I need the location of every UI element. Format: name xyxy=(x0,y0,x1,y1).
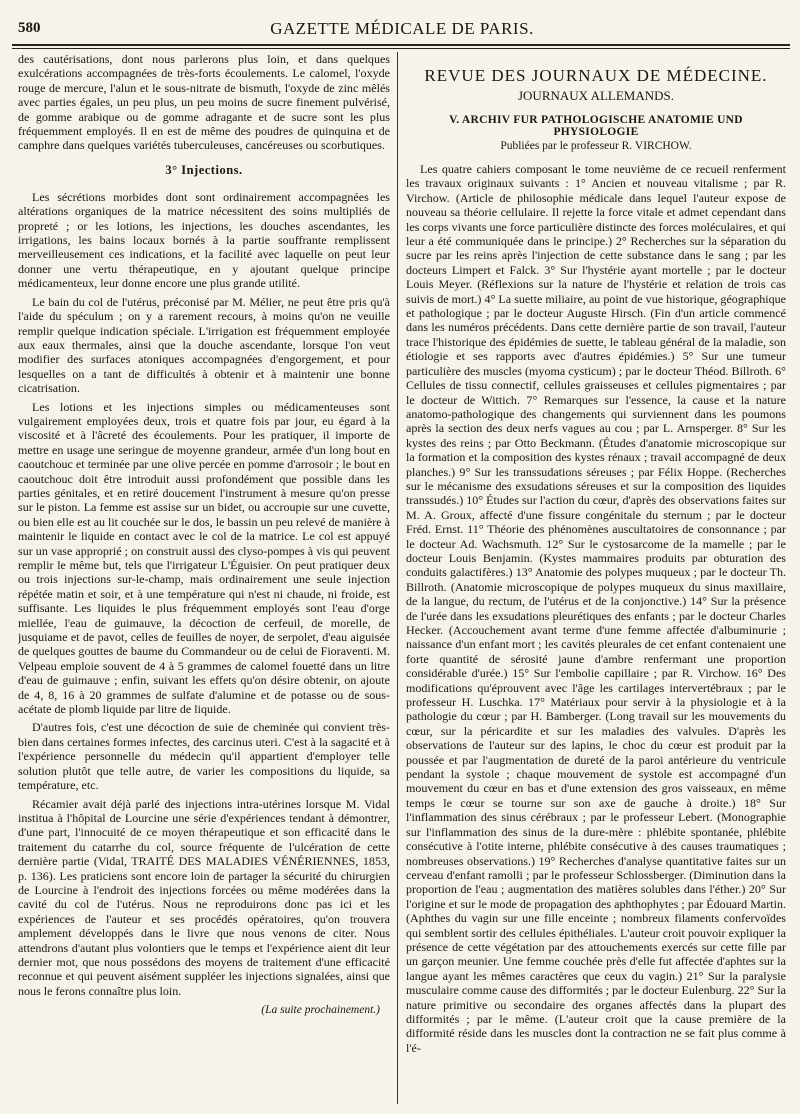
section-subtitle: JOURNAUX ALLEMANDS. xyxy=(517,88,674,103)
header-rule xyxy=(12,44,790,46)
column-divider xyxy=(397,52,398,1104)
paragraph: D'autres fois, c'est une décoction de suie de cheminée qui convient très-bien dans certaines formes infectes, des carcinus uteri. C'est à la sagacité et à l'expérience personnelle du médecin qu'il appartient d'employer telle solution plutôt que telle autre, de varier les compositions du liquide, sa température, etc. xyxy=(18,720,390,793)
section-title: REVUE DES JOURNAUX DE MÉDECINE. xyxy=(424,66,768,85)
paragraph: Les lotions et les injections simples ou médicamenteuses sont vulgairement employées deux, trois et quatre fois par jour, eu égard à la viscosité et à l'âcreté des écoulements. Pour les pratiquer, il importe de mettre en usage une seringue de moyenne grandeur, armée d'un long bout en caoutchouc et terminée par une olive percée en pomme d'arrosoir ; le bout en caoutchouc doit être introduit aussi profondément que possible dans les parties génitales, et en retiré doucement l'instrument à mesure qu'on presse sur le piston. La femme est assise sur un bidet, ou accroupie sur une cuvette, ou bien elle est au lit couchée sur le dos, le bassin un peu relevé de manière à maintenir le liquide en contact avec le col de la matrice. Le col est appuyé sur un vase approprié ; on construit aussi des clyso-pompes à vis qui peuvent remplir le même but, tels que l'irrigateur L'Éguisier. On peut pratiquer deux ou trois injections sur-le-champ, mais ordinairement une seule injection répétée matin et soir, et à une température qui n'est ni chaude, ni froide, est suffisante. Les liquides le plus fréquemment employés sont l'eau d'orge miellée, l'eau de guimauve, la décoction de cerfeuil, de morelle, de jusquiame et de pavot, celles de feuilles de noyer, de serpolet, d'eau aiguisée de quelques gouttes de baume du Commandeur ou de celui de Fioraventi. M. Velpeau emploie souvent de 4 à 5 grammes de calomel fouetté dans un litre d'eau de guimauve ; enfin, suivant les effets qu'on désire obtenir, on ajoute de 4, 8, 16 à 20 grammes de sulfate d'alumine et de potasse ou de sous-acétate de plomb liquide par litre de liquide. xyxy=(18,399,390,717)
paragraph: Les sécrétions morbides dont sont ordinairement accompagnées les altérations organiques de la matrice nécessitent des soins multipliés de propreté ; or les lotions, les injections, les douches ascendantes, les irrigations, les bains locaux bornés à la partie souffrante remplissent merveilleusement ces indications, et la facilité avec laquelle on peut leur donner une vertu thérapeutique, en y ajoutant quelque principe médicamenteux, leur donne encore une plus grande utilité. xyxy=(18,189,390,291)
review-body: Les quatre cahiers composant le tome neuvième de ce recueil renferment les travaux originaux suivants : 1° Ancien et nouveau vitalisme ; par R. Virchow. (Article de philosophie médicale dans lequel l'auteur expose de nouveau sa théorie cellulaire. Il rejette la force vitale et admet cependant dans les corps vivants une force particulière distincte des forces moléculaires, et qui leur a été communiquée dans le principe.) 2° Recherches sur la séparation du sucre par les reins après l'injection de cette substance dans le sang ; par les docteurs Limpert et Falck. 3° Sur l'hystérie ayant mortelle ; par le docteur Louis Meyer. (Réflexions sur la nature de l'hystérie et relation de trois cas suivis de mort.) 4° La suette miliaire, au point de vue historique, géographique et pathologique ; par le docteur Auguste Hirsch. (Fin d'un article commencé dans les numéros précédents. Dans cette dernière partie de son travail, l'auteur trace l'historique des épidémies de suette, le tableau général de la maladie, son étiologie et ses rapports avec d'autres épidémies.) 5° Sur une tumeur particulière des muscles (myoma cysticum) ; par le docteur Théod. Billroth. 6° Cellules de tissu connectif, cellules graisseuses et cellules pigmentaires ; par le docteur de Wittich. 7° Remarques sur l'essence, la cause et la nature anatomo-pathologique des changements qui surviennent dans les poumons après la section des deux nerfs vagues au cou ; par L. Arnsperger. 8° Sur les kystes des reins ; par Otto Beckmann. (Études d'anatomie microscopique sur la formation et la composition des kystes rénaux ; travail accompagné de deux planches.) 9° Sur les transsudations séreuses ; par Félix Hoppe. (Recherches sur le mécanisme des exsudations séreuses et sur la composition des liquides transsudés.) 10° Études sur l'action du cœur, d'après des observations faites sur M. A. Groux, affecté d'une fissure congénitale du sternum ; par le docteur Fréd. Ernst. 11° Théorie des phénomènes auscultatoires de consonnance ; par le docteur Ad. Wachsmuth. 12° Sur le cystosarcome de la mamelle ; par le docteur Louis Benjamin. (Kystes mammaires produits par obturation des conduits galactifères.) 13° Anatomie des polypes muqueux ; par le docteur Th. Billroth. (Anatomie microscopique de polypes muqueux du sinus maxillaire, de la langue, du rectum, de l'utérus et de la conjonctive.) 14° Sur la présence de l'urée dans les exsudations pleurétiques des enfants ; par le docteur Charles Hecker. (Accouchement avant terme d'une femme affectée d'albuminurie ; naissance d'un enfant mort ; les cavités pleurales de cet enfant contenaient une forte quantité de sérosité jaune d'ambre renfermant une proportion considérable d'urée.) 15° Sur l'embolie capillaire ; par R. Virchow. 16° Des modifications qu'éprouvent avec l'âge les cartilages intervertébraux ; par le professeur H. Luschka. 17° Matériaux pour servir à la physiologie et à la pathologie du cœur ; par H. Bamberger. (Long travail sur les mouvements du cœur, sur la péricardite et sur les maladies des valvules. D'après les observations de l'auteur sur des lapins, le choc du cœur est produit par la poussée et par l'augmentation de dureté de la paroi antérieure du ventricule pendant la systole ; chaque mouvement de systole est accompagné d'un mouvement du cœur en bas et d'une extension des gros vaisseaux, en même temps le cœur se tourne sur son axe de gauche à droite.) 18° Sur l'inflammation des sinus cérébraux ; par le professeur Lebert. (Monographie sur l'inflammation des sinus de la dure-mère : phlébite spontanée, phlébite consécutive à l'otite interne, phlébite consécutive à des causes traumatiques ; nombreuses observations.) 19° Recherches d'analyse quantitative faites sur un cerveau d'enfant ramolli ; par le professeur Schlossberger. (Diminution dans la proportion de l'eau ; augmentation des matières solubles dans l'éther.) 20° Sur l'origine et sur le mode de propagation des aphthophytes ; par Édouard Martin. (Aphthes du vagin sur une fille enceinte ; nombreux filaments confervoïdes qui semblent sortir des cellules épithéliales. L'auteur croit pouvoir expliquer la présence de cette végétation par des attouchements exercés sur cette fille par un garçon meunier. Une femme couchée près d'elle fut affectée d'aphtes sur la langue ayant les mêmes caractères que ceux du vagin.) 21° Sur la paralysie musculaire comme cause des difformités ; par le docteur Eulenburg. 22° Sur la nature primitive ou secondaire des organes affectés dans la plupart des difformités ; par le même. (L'auteur croit que la cause première de la difformité réside dans les muscles dont la contraction ne se fait plus comme à l'é- xyxy=(406,162,786,1055)
journal-title: GAZETTE MÉDICALE DE PARIS. xyxy=(270,19,534,38)
page-number: 580 xyxy=(18,20,41,36)
paragraph: des cautérisations, dont nous parlerons plus loin, et dans quelques exulcérations accompagnées de très-forts écoulements. Le calomel, l'oxyde rouge de mercure, l'alun et le sous-nitrate de bismuth, l'oxyde de zinc mêlés avec parties égales, un peu plus, un peu moins de sucre finement pulvérisé, de gomme arabique ou de gomme adragante et de sucre sont les plus fréquemment employés. Il en est de même des poudres de quinquina et de camphre dans quelques variétés tuberculeuses, cancéreuses ou scorbutiques. xyxy=(18,52,390,153)
left-column xyxy=(18,52,390,1106)
page-header xyxy=(14,16,790,44)
header-rule-thin xyxy=(12,48,790,49)
published-by: Publiées par le professeur R. VIRCHOW. xyxy=(500,140,692,152)
section-heading-injections: 3° Injections. xyxy=(165,162,243,177)
journal-review-title: V. ARCHIV FUR PATHOLOGISCHE ANATOMIE UND PHYSIOLOGIE xyxy=(449,114,743,138)
paragraph: Récamier avait déjà parlé des injections intra-utérines lorsque M. Vidal institua à l'hôpital de Lourcine une série d'expériences tendant à démontrer, d'une part, l'innocuité de ce moyen thérapeutique et son efficacité dans le traitement du catarrhe du col, source fréquente de l'ulcération de cette dernière partie (Vidal, TRAITÉ DES MALADIES VÉNÉRIENNES, 1853, p. 136). Les praticiens sont encore loin de partager la sécurité du chirurgien de Lourcine à l'endroit des injections forcées ou même modérées dans la cavité du col de l'utérus. Nous ne reproduirons donc pas ici et les expériences de l'auteur et ses procédés opératoires, qu'on trouvera amplement développés dans le livre que nous venons de citer. Nous attendrons d'autant plus volontiers que le temps et l'expérience aient dit leur dernier mot, que nous possédons des moyens de traitement d'une efficacité reconnue et qui peuvent aisément suppléer les injections signalées, ainsi que nous le ferons connaître plus loin. xyxy=(18,796,390,998)
paragraph: Le bain du col de l'utérus, préconisé par M. Mélier, ne peut être pris qu'à l'aide du spéculum ; on y a rarement recours, à moins qu'on ne veuille remplir quelque indication spéciale. L'irrigation est fréquemment employée aux eaux thermales, ainsi que la douche ascendante, lorsque l'on veut modifier des surfaces atoniques accompagnées d'engorgement, et pour lesquelles on a tant de difficultés à obtenir et à maintenir une bonne cicatrisation. xyxy=(18,294,390,396)
continuation-note: (La suite prochainement.) xyxy=(261,1004,380,1017)
right-column xyxy=(406,52,786,1106)
